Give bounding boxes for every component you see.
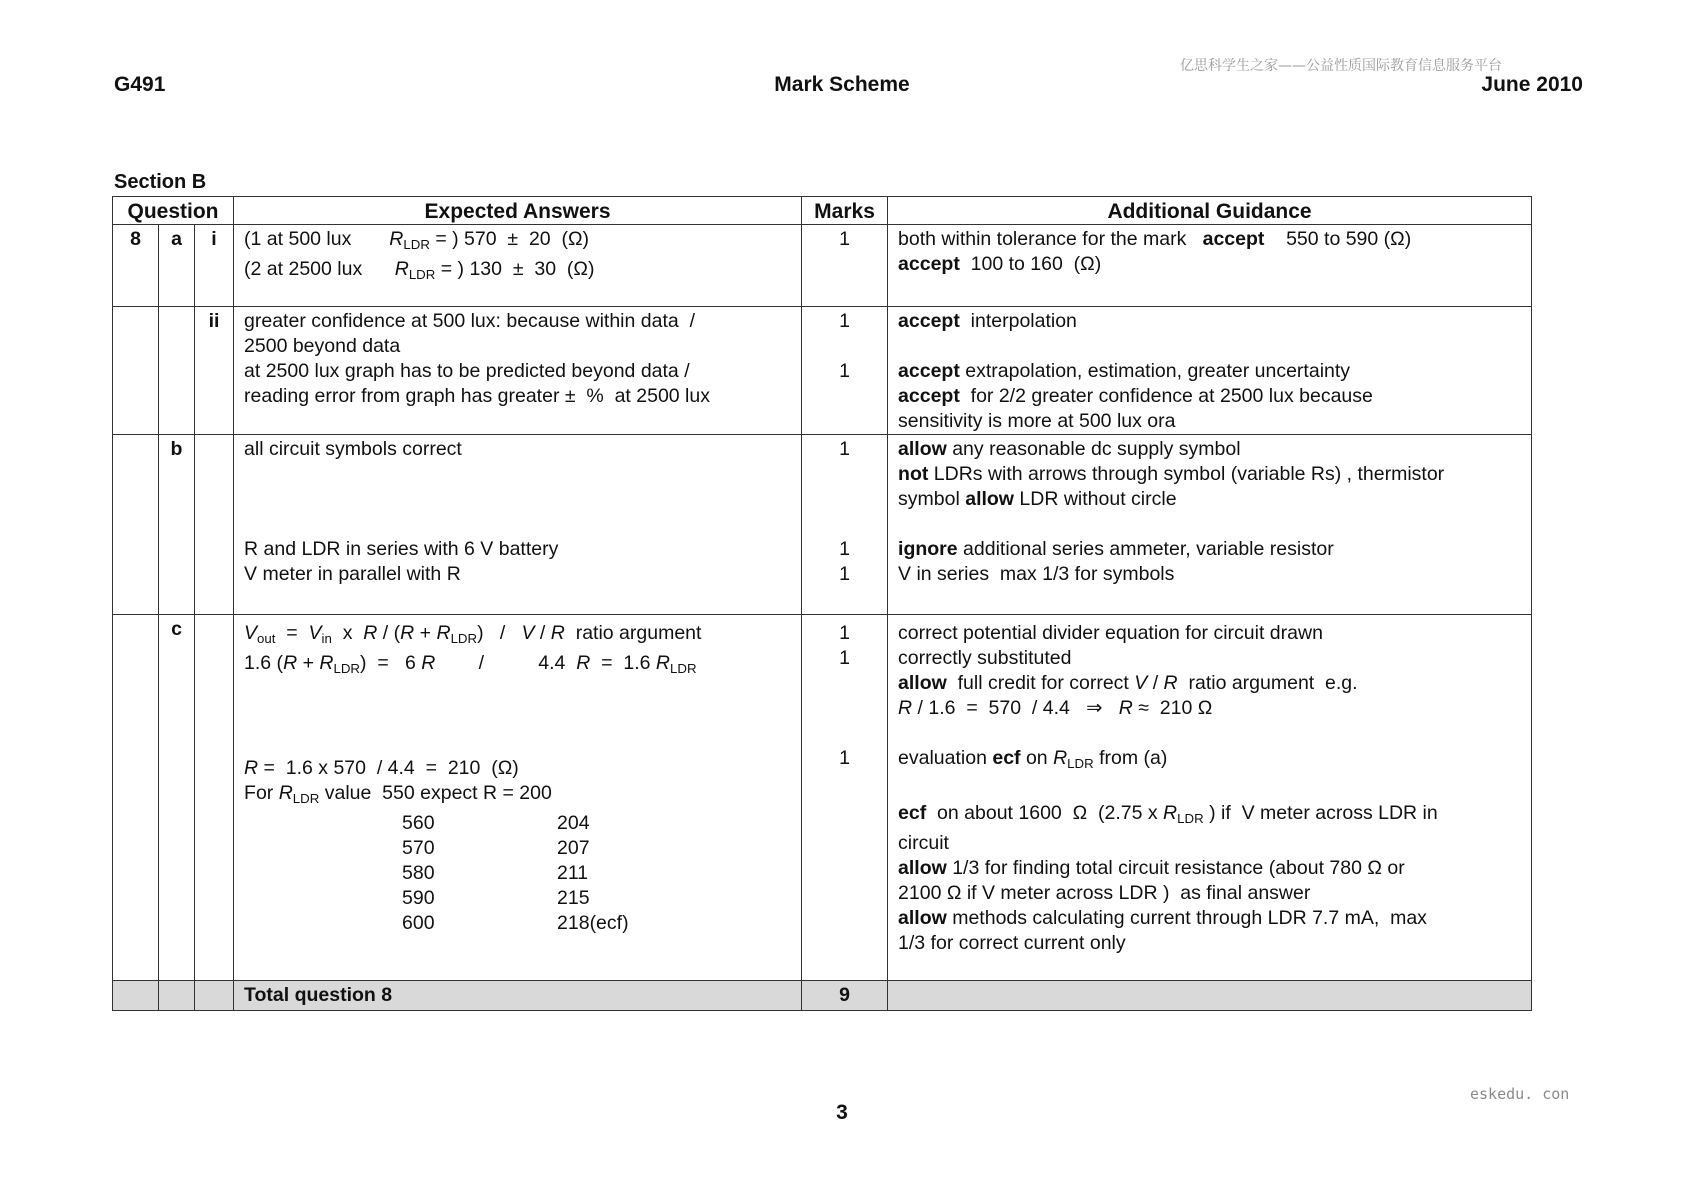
answer-line: For $R_{LDR}$ value 550 expect R = 200 [244,781,552,806]
guidance-line: sensitivity is more at 500 lux ora [898,410,1176,432]
total-label: Total question 8 [234,981,802,1011]
table-row [113,225,1532,307]
column-header-answers: Expected Answers [234,197,802,225]
value-pair: 580 211 [402,861,589,884]
table-row [113,615,1532,981]
answer-line: reading error from graph has greater ± % at 2500 lux [244,385,710,407]
guidance-line: not LDRs with arrows through symbol (variable Rs) , thermistor [898,463,1445,485]
answer-line: 1.6 $(R + R_{LDR}) = 6$ R / 4.4 R = 1.6 $R_{LDR}$ [244,651,697,676]
document-title: Mark Scheme [774,73,910,96]
marks-cell: 1 1 1 [802,615,888,981]
marks-cell: 1 1 [802,307,888,435]
page-number: 3 [836,1101,848,1124]
guidance-line: accept for 2/2 greater confidence at 2500 lux because [898,385,1373,407]
answer-line: R = 1.6 x 570 / 4.4 = 210 (Ω) [244,756,519,779]
marks-cell: 1 1 1 [802,435,888,615]
guidance-line: ignore additional series ammeter, variable resistor [898,538,1334,560]
value-pair: 570 207 [402,836,590,859]
value-pair: 600 218(ecf) [402,911,629,934]
column-header-question: Question [113,197,234,225]
guidance-line: evaluation ecf on $R_{LDR}$ from (a) [898,747,1168,771]
expected-answers-cell [234,225,802,307]
marks-cell: 1 [802,225,888,307]
guidance-line: circuit [898,831,949,854]
answer-line: R and LDR in series with 6 V battery [244,538,559,560]
answer-line: greater confidence at 500 lux: because within data / [244,310,695,332]
expected-answers-cell [234,435,802,615]
guidance-cell [888,307,1532,435]
question-part: a [159,225,195,307]
expected-answers-cell [234,615,802,981]
guidance-cell [888,435,1532,615]
guidance-line: correctly substituted [898,647,1072,669]
total-marks: 9 [802,981,888,1011]
guidance-line: allow 1/3 for finding total circuit resistance (about 780 Ω or [898,856,1405,879]
document-date: June 2010 [1481,73,1583,96]
site-watermark: eskedu. con [1470,1085,1570,1103]
answer-line: (2 at 2500 lux $R_{LDR}$ = ) 130 ± 30 (Ω) [244,257,595,282]
value-pair: 560 204 [402,811,590,834]
guidance-line: both within tolerance for the mark accept 550 to 590 (Ω) [898,228,1412,250]
section-title: Section B [114,171,207,193]
guidance-line: R / 1.6 = 570 / 4.4 ⇒ R ≈ 210 Ω [898,697,1213,719]
table-row [113,307,1532,435]
guidance-line: correct potential divider equation for circuit drawn [898,622,1323,644]
answer-line: (1 at 500 lux $R_{LDR}$ = ) 570 ± 20 (Ω) [244,228,590,252]
expected-answers-cell [234,307,802,435]
total-row [113,981,1532,1011]
question-subpart: ii [195,307,234,435]
column-header-guidance: Additional Guidance [888,197,1532,225]
column-header-marks: Marks [802,197,888,225]
value-pair: 590 215 [402,886,590,909]
guidance-line: accept 100 to 160 (Ω) [898,253,1102,275]
table-header-row [113,197,1532,225]
watermark-text: 亿思科学生之家——公益性质国际教育信息服务平台 [1180,58,1502,74]
question-number: 8 [113,225,159,307]
guidance-line: 2100 Ω if V meter across LDR ) as final answer [898,881,1311,904]
guidance-line: symbol allow LDR without circle [898,488,1177,510]
guidance-line: ecf on about 1600 Ω (2.75 x $R_{LDR}$ ) if V meter across LDR in [898,801,1438,826]
guidance-cell [888,615,1532,981]
guidance-cell [888,225,1532,307]
paper-code: G491 [114,73,166,96]
guidance-line: accept extrapolation, estimation, greater uncertainty [898,360,1351,382]
mark-scheme-table [112,196,1532,1011]
answer-line: V meter in parallel with R [244,563,461,585]
answer-line: at 2500 lux graph has to be predicted beyond data / [244,360,690,382]
answer-line: all circuit symbols correct [244,438,462,460]
question-subpart: i [195,225,234,307]
table-row [113,435,1532,615]
guidance-line: allow methods calculating current through LDR 7.7 mA, max [898,906,1427,929]
guidance-line: V in series max 1/3 for symbols [898,563,1175,585]
question-part: c [159,615,195,981]
guidance-line: 1/3 for correct current only [898,931,1126,954]
guidance-line: allow full credit for correct V / R ratio argument e.g. [898,672,1358,694]
guidance-line: allow any reasonable dc supply symbol [898,438,1241,460]
guidance-line: accept interpolation [898,310,1077,332]
answer-line: $V_{out} = V_{in}$ x $R / (R + R_{LDR}) / V / R$ ratio argument [244,622,702,646]
question-part: b [159,435,195,615]
answer-line: 2500 beyond data [244,335,401,357]
